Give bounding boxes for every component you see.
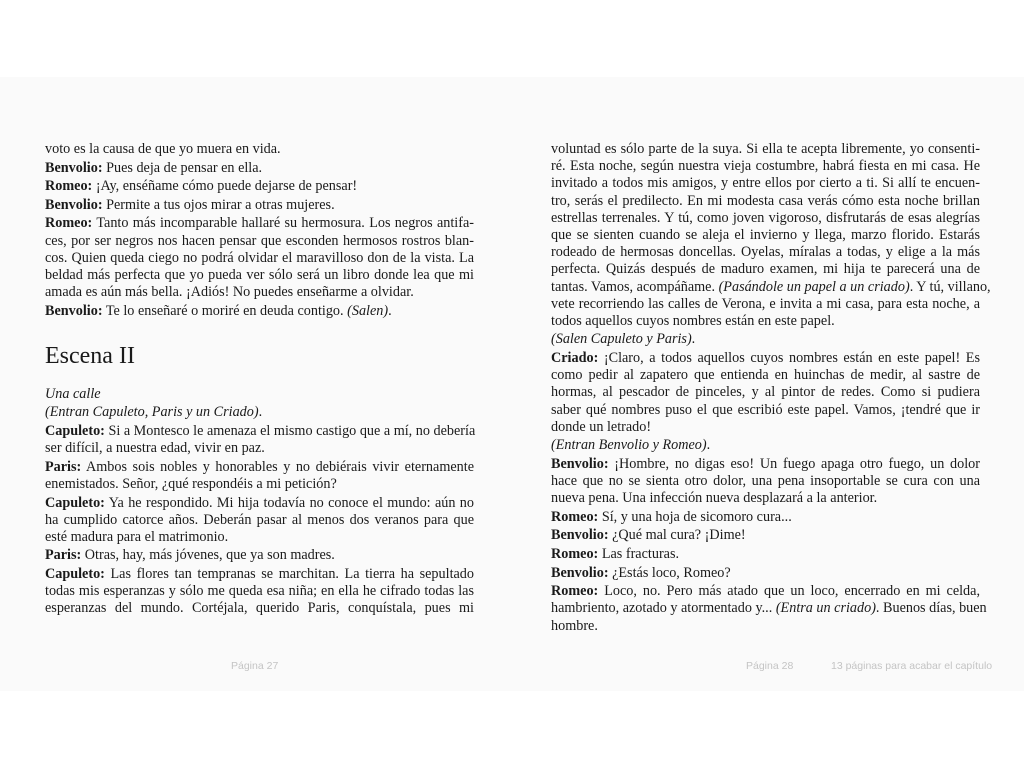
speaker-name: Capuleto: — [45, 566, 105, 583]
text-line: saber qué nombres puso el que escribió este papel. Vamos, ¡tendré que ir — [551, 401, 980, 418]
left-page — [45, 141, 474, 619]
text-line: ser difícil, a nuestra edad, vivir en paz. — [45, 440, 265, 457]
text-line: ré. Esta noche, según nuestra vieja costumbre, habrá fiesta en mi casa. He — [551, 158, 980, 175]
dialogue-text: ¡Hombre, no digas eso! Un fuego apaga otro fuego, un dolor — [608, 455, 980, 472]
dialogue-paris — [45, 459, 474, 493]
text-line: voluntad es sólo parte de la suya. Si ella te acepta libremente, yo consenti- — [551, 141, 980, 157]
text-line: todas mis esperanzas y sólo me queda esa niña; en ella he cifrado todas las — [45, 583, 474, 600]
dialogue-text: ¡Claro, a todos aquellos cuyos nombres están en este papel! Es — [598, 350, 980, 367]
speaker-name: Criado: — [551, 350, 599, 367]
speaker-name: Capuleto: — [45, 494, 105, 511]
punctuation: . — [706, 437, 711, 454]
scene-heading: Escena II — [45, 342, 135, 369]
text-line: estrellas terrenales. Y tú, como joven vigoroso, disfrutarás de esas alegrías — [551, 209, 980, 226]
stage-direction — [551, 331, 980, 348]
stage-direction: (Salen) — [347, 302, 389, 319]
speaker-name: Benvolio: — [45, 302, 103, 319]
chapter-pages-remaining: 13 páginas para acabar el capítulo — [831, 660, 993, 672]
dialogue-capuleto — [45, 566, 474, 618]
dialogue-text: Pues deja de pensar en ella. — [102, 159, 263, 176]
dialogue-romeo — [45, 215, 474, 301]
stage-direction: (Entra un criado) — [775, 600, 876, 617]
dialogue-text: . Buenos días, buen — [875, 600, 987, 617]
speaker-name: Benvolio: — [45, 196, 103, 213]
dialogue-text: tantas. Vamos, acompáñame. — [551, 278, 719, 295]
text-line: ces, por ser negros nos hacen pensar que esconden hermosos rostros blan- — [45, 232, 474, 249]
stage-direction-text: (Entran Benvolio y Romeo) — [551, 437, 707, 454]
speaker-name: Capuleto: — [45, 422, 105, 439]
dialogue-benvolio — [551, 527, 980, 544]
dialogue-benvolio — [551, 565, 980, 582]
speaker-name: Benvolio: — [45, 159, 103, 176]
text-line: ha cumplido catorce años. Deberán pasar al menos dos veranos para que — [45, 511, 474, 528]
dialogue-criado — [551, 350, 980, 436]
text-line: vete recorriendo las calles de Verona, e invita a mi casa, para esta noche, a — [551, 295, 980, 312]
dialogue-romeo — [551, 583, 987, 635]
speaker-name: Romeo: — [45, 178, 93, 195]
text-line: hace que no se sienta otro dolor, una pena insoportable se cura con una — [551, 473, 980, 490]
stage-direction — [45, 404, 474, 421]
dialogue-text: hambriento, azotado y atormentado y... — [551, 600, 776, 617]
dialogue-capuleto — [45, 495, 474, 547]
page-number-right: Página 28 — [746, 660, 794, 672]
dialogue-text: Si a Montesco le amenaza el mismo castigo que a mí, no debería — [104, 422, 476, 439]
speaker-name: Romeo: — [551, 508, 599, 525]
location-text: Una calle — [45, 385, 101, 402]
punctuation: . — [258, 404, 263, 421]
dialogue-text: Tanto más incomparable hallaré su hermosura. Los negros antifa- — [92, 215, 474, 232]
dialogue-text: ¡Ay, enséñame cómo puede dejarse de pensar! — [92, 178, 358, 195]
dialogue-text: Te lo enseñaré o moriré en deuda contigo. — [102, 302, 348, 319]
stage-direction: (Pasándole un papel a un criado) — [718, 278, 910, 295]
text-line: amada es aún más bella. ¡Adiós! No puedes enseñarme a olvidar. — [45, 284, 414, 301]
speaker-name: Romeo: — [45, 215, 93, 232]
book-view — [0, 77, 1024, 691]
text-line: que se sienten cuando se aleja el invierno y llega, marzo florido. Estarás — [551, 226, 980, 243]
text-line: esperanzas del mundo. Cortéjala, querido Paris, conquístala, pues mi — [45, 600, 474, 617]
text-line: voto es la causa de que yo muera en vida. — [45, 141, 281, 157]
dialogue-text: . Y tú, villano, — [909, 278, 991, 295]
punctuation: . — [691, 331, 696, 348]
text-line: invitado a todos mis amigos, y entre ellos por cierto a ti. Si allí te encuen- — [551, 175, 980, 192]
scene-location — [45, 386, 474, 403]
dialogue-text: ¿Estás loco, Romeo? — [608, 564, 731, 581]
text-line: hormas, al pescador de pinceles, y al pintor de redes. Como si pudiera — [551, 384, 980, 401]
speaker-name: Paris: — [45, 547, 82, 564]
dialogue-text: Loco, no. Pero más atado que un loco, encerrado en mi celda, — [598, 583, 980, 600]
dialogue-text: ¿Qué mal cura? ¡Dime! — [608, 527, 746, 544]
speaker-name: Benvolio: — [551, 527, 609, 544]
dialogue-romeo — [45, 178, 474, 195]
dialogue-benvolio — [45, 303, 474, 320]
dialogue-continuation — [551, 141, 991, 330]
dialogue-text: Permite a tus ojos mirar a otras mujeres. — [102, 196, 335, 213]
text-line: nueva pena. Una infección nueva desplazará a la anterior. — [551, 490, 878, 507]
right-page — [551, 141, 991, 636]
dialogue-text: Las flores tan tempranas se marchitan. La tierra ha sepultado — [104, 566, 474, 583]
text-line: todos aquellos cuyos nombres están en este papel. — [551, 312, 835, 329]
speaker-name: Benvolio: — [551, 455, 609, 472]
stage-direction-text: (Salen Capuleto y Paris) — [551, 331, 692, 348]
text-line: enemistados. Señor, ¿qué respondéis a mi petición? — [45, 475, 337, 492]
dialogue-paris — [45, 547, 474, 564]
dialogue-text: Sí, y una hoja de sicomoro cura... — [598, 508, 792, 525]
dialogue-text: Otras, hay, más jóvenes, que ya son madres. — [81, 547, 335, 564]
stage-direction-text: (Entran Capuleto, Paris y un Criado) — [45, 404, 259, 421]
text-line: perfecta. Quizás después de maduro examen, mi hija te parecerá una de — [551, 261, 980, 278]
dialogue-romeo — [551, 509, 980, 526]
dialogue-benvolio — [551, 456, 980, 508]
dialogue-benvolio — [45, 197, 474, 214]
page-number-left: Página 27 — [231, 660, 279, 672]
dialogue-text: Ambos sois nobles y honorables y no debiérais vivir eternamente — [81, 458, 474, 475]
text-line: rodeado de hermosas doncellas. Oyelas, míralas a todas, y elige a la más — [551, 244, 980, 261]
dialogue-capuleto — [45, 423, 474, 457]
speaker-name: Benvolio: — [551, 564, 609, 581]
dialogue-text: Las fracturas. — [598, 546, 680, 563]
dialogue-benvolio — [45, 160, 474, 177]
text-line: donde un letrado! — [551, 418, 652, 435]
punctuation: . — [388, 302, 392, 319]
text-line: tro, serás el predilecto. En mi modesta casa verás cómo esta noche brillan — [551, 192, 980, 209]
dialogue-text: Ya he respondido. Mi hija todavía no conoce el mundo: aún no — [104, 494, 474, 511]
paragraph — [45, 141, 474, 158]
dialogue-romeo — [551, 546, 980, 563]
speaker-name: Paris: — [45, 458, 82, 475]
text-line: esté madura para el matrimonio. — [45, 528, 229, 545]
text-line: beldad más perfecta que yo pueda ver sólo será un libro donde lea que mi — [45, 266, 474, 283]
text-line: como pedir al zapatero que entienda en huinchas de medir, al sastre de — [551, 367, 980, 384]
text-line: hombre. — [551, 617, 598, 634]
speaker-name: Romeo: — [551, 546, 599, 563]
stage-direction — [551, 437, 980, 454]
speaker-name: Romeo: — [551, 583, 599, 600]
text-line: cos. Quien queda ciego no podrá olvidar el maravilloso don de la vista. La — [45, 249, 474, 266]
